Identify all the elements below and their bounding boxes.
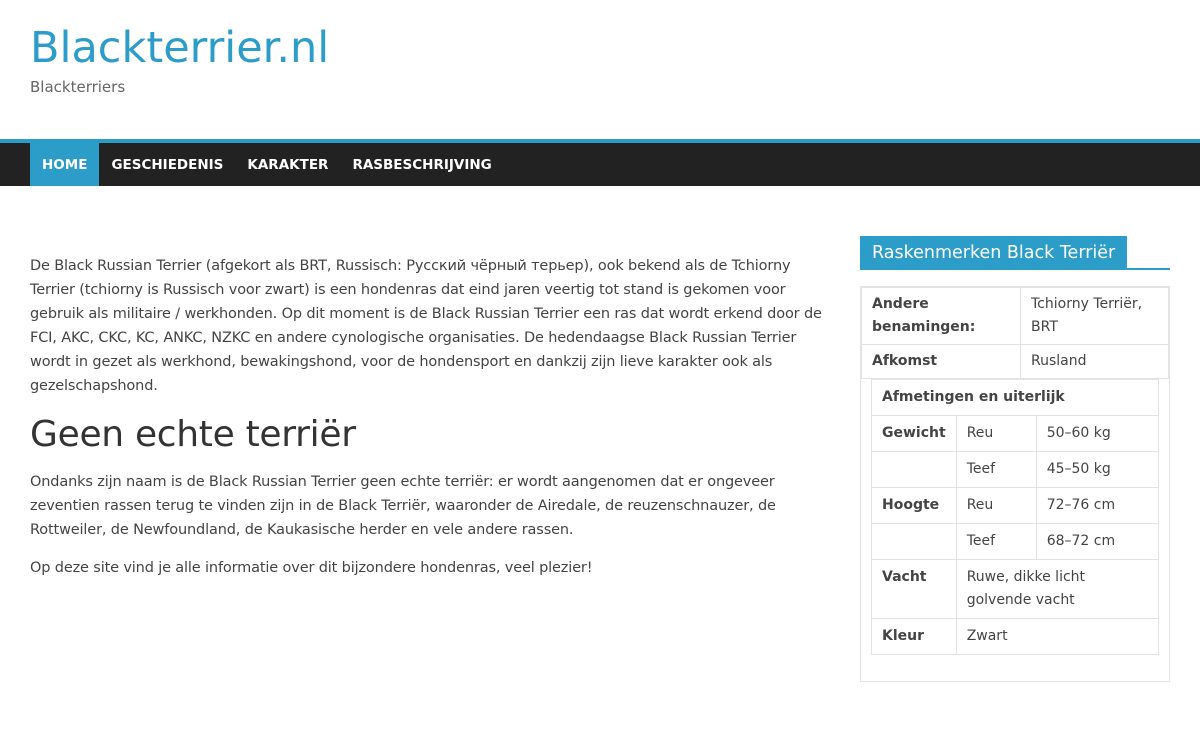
row-label: Afkomst [862,345,1021,379]
table-row [872,560,1159,619]
breed-info-table [861,287,1169,379]
nav-item-geschiedenis[interactable]: GESCHIEDENIS [111,156,224,173]
table-row [872,380,1159,416]
breed-info-box [860,286,1170,682]
weight-label: Gewicht [872,416,957,452]
row-label: Andere benamingen: [862,288,1021,345]
sidebar [860,236,1170,682]
measurements-caption: Afmetingen en uiterlijk [872,380,1159,416]
coat-label: Vacht [872,560,957,619]
widget-title: Raskenmerken Black Terriër [860,236,1127,270]
height-male-value: 72–76 cm [1036,488,1158,524]
table-row [862,288,1169,345]
site-description: Blackterriers [30,78,126,96]
main-content [30,250,835,590]
height-male-label: Reu [956,488,1036,524]
body-paragraph: Ondanks zijn naam is de Black Russian Terrier geen echte terriër: er wordt aangenomen dat er ongeveer zeventien rassen terug te vinden zijn in de Black Terriër, waaronder de Airedale, de reuzenschnauzer, de Rottweiler, de Newfoundland, de Kaukasische herder en vele andere rassen. [30,474,776,538]
weight-male-label: Reu [956,416,1036,452]
row-value: Rusland [1021,345,1169,379]
widget-title-bar [860,236,1170,270]
row-value: Tchiorny Terriër, BRT [1021,288,1169,345]
coat-value: Ruwe, dikke licht golvende vacht [956,560,1158,619]
measurements-wrap [861,379,1169,655]
color-label: Kleur [872,619,957,655]
table-row [872,488,1159,524]
nav-item-rasbeschrijving[interactable]: RASBESCHRIJVING [352,156,492,173]
empty-cell [872,524,957,560]
nav-list [0,143,1200,186]
nav-item-karakter[interactable]: KARAKTER [247,156,329,173]
color-value: Zwart [956,619,1158,655]
table-row [872,524,1159,560]
weight-male-value: 50–60 kg [1036,416,1158,452]
height-female-label: Teef [956,524,1036,560]
closing-paragraph: Op deze site vind je alle informatie over dit bijzondere hondenras, veel plezier! [30,560,593,576]
site-header [0,0,1200,139]
empty-cell [872,452,957,488]
nav-item-home[interactable]: HOME [30,143,99,186]
weight-female-label: Teef [956,452,1036,488]
table-row [872,619,1159,655]
measurements-table [871,379,1159,655]
table-row [872,416,1159,452]
table-row [862,345,1169,379]
height-label: Hoogte [872,488,957,524]
table-row [872,452,1159,488]
main-navigation [0,139,1200,186]
weight-female-value: 45–50 kg [1036,452,1158,488]
section-heading: Geen echte terriër [30,414,356,455]
intro-paragraph: De Black Russian Terrier (afgekort als BRT, Russisch: Русский чёрный терьер), ook bekend als de Tchiorny Terrier (tchiorny is Russisch voor zwart) is een hondenras dat eind jaren veertig tot stand is gekomen voor gebruik als militaire / werkhonden. Op dit moment is de Black Russian Terrier een ras dat wordt erkend door de FCI, AKC, CKC, KC, ANKC, NZKC en andere cynologische organisaties. De hedendaagse Black Russian Terrier wordt in gezet als werkhond, bewakingshond, voor de hondensport en dankzij zijn lieve karakter ook als gezelschapshond. [30,258,822,394]
height-female-value: 68–72 cm [1036,524,1158,560]
site-title-link[interactable]: Blackterrier.nl [30,23,330,73]
